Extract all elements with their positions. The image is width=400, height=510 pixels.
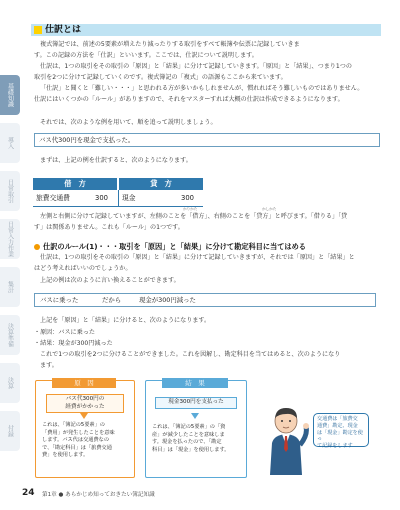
credit-account: 現金 <box>122 194 136 202</box>
result-arrow-icon <box>191 413 199 419</box>
debit-account: 旅費交通費 <box>36 194 70 202</box>
result-note <box>152 424 229 454</box>
cause-note-line-2: 「費用」が発生したことを意味 <box>42 429 115 436</box>
result-title: 結 果 <box>162 378 228 388</box>
rule-text-2: はどう考えればいいのでしょうか。 <box>34 265 132 272</box>
bubble-line-4: て記録をします <box>317 443 353 450</box>
cause-line: ・原因：バスに乗った <box>34 329 95 336</box>
credit-amount: 300 <box>181 194 194 202</box>
bubble-line-2: 通費」勘定、現金 <box>317 422 358 429</box>
result-box <box>155 397 237 409</box>
page-number: 24 <box>22 488 35 498</box>
debit-amount: 300 <box>95 194 108 202</box>
after-table-line-2: す」は関係ありません。これも「ルール」の1つです。 <box>34 224 184 231</box>
side-tab-appendix[interactable]: 付録 <box>0 411 20 451</box>
intro-line-2: す。この記録の方法を「仕訳」といいます。ここでは、仕訳について説明します。 <box>34 52 258 59</box>
cause-note-line-5: 費」を使用します。 <box>42 452 89 458</box>
cause-note <box>42 422 115 460</box>
intro-line-1: 複式簿記では、前述の5要素が増えたり減ったりする取引をすべて帳簿や伝票に記録していきま <box>40 41 300 48</box>
cause-box-line-2: 経費がかかった <box>65 404 105 410</box>
result-note-line-1: これは、「簿記の5要素」の「資 <box>152 424 226 430</box>
result-line: ・結果：現金が300円減った <box>34 340 113 347</box>
rule-text-3: 上記の例は次のように言い換えることができます。 <box>40 277 180 284</box>
cause-note-line-4: で、「勘定科目」は「旅費交通 <box>42 444 112 451</box>
side-tab-settle[interactable]: 決算 <box>0 363 20 403</box>
rule-heading: 仕訳のルール(1)・・・取引を「原因」と「結果」に分けて勘定科目に当てはめる <box>43 242 306 251</box>
side-tab-input[interactable]: 日常入力作業 <box>0 219 20 259</box>
intro-line-7: それでは、次のような例を用いて、順を追って説明しましょう。 <box>40 119 217 126</box>
side-tab-daily[interactable]: 日常取引 <box>0 171 20 211</box>
ruby-debit: かりかた <box>183 207 198 211</box>
bubble-line-3: は「現金」勘定を使っ <box>317 429 363 443</box>
journal-table <box>33 178 203 207</box>
result-note-line-3: す。現金を払ったので、「勘定 <box>152 439 222 445</box>
result-note-line-4: 科目」は「現金」を使用します。 <box>152 446 230 453</box>
cause-note-line-1: これは、「簿記の5要素」の <box>42 422 105 428</box>
intro-line-5: 「仕訳」と聞くと「難しい・・・」と思われる方が多いかもしれませんが、慣れればそう難しいものではありません。 <box>40 85 364 92</box>
rule-text-1: 仕訳は、1つの取引をその取引の「原因」と「結果」に分けて記録していきますが、それでは「原因」と「結果」と <box>40 254 355 261</box>
intro-line-3: 仕訳は、1つの取引をその取引の「原因」と「結果」に分けて記録していきます。「原因」と「結果」、つまり1つの <box>40 63 352 70</box>
title-marker-icon <box>34 26 42 34</box>
table-divider <box>118 190 119 207</box>
example-box <box>34 133 380 147</box>
speech-bubble <box>313 413 369 450</box>
intro-line-4: 取引を2つに分けて記録していくのです。複式簿記の「複式」の語源もここから来ています。 <box>34 74 287 81</box>
apply-text: これで1つの取引を2つに分けることができました。これを図解し、勘定科目を当てはめると、次のようになり <box>40 351 341 358</box>
example-text: バス代300円を現金で支払った。 <box>39 136 135 144</box>
after-table-line-1: 左側と右側に分けて記録していますが、左側のことを「借方」、右側のことを「貸方」と呼びます。「借りる」「貸 <box>40 213 348 220</box>
businessman-illustration <box>262 405 310 475</box>
section-title-bar <box>31 24 381 36</box>
split-text: 上記を「原因」と「結果」に分けると、次のようになります。 <box>40 317 211 324</box>
apply-text-2: ます。 <box>40 362 58 369</box>
cause-arrow-icon <box>80 413 88 419</box>
section-title: 仕訳とは <box>45 25 82 35</box>
bubble-line-1: 交通費は「旅費交 <box>317 416 358 422</box>
side-tab-bar <box>0 60 22 480</box>
flow-left: バスに乗った <box>40 296 79 304</box>
side-tab-basics[interactable]: 基礎知識 <box>0 75 20 115</box>
flow-right: 現金が300円減った <box>139 296 196 304</box>
footer-chapter: 第1章 ● あらかじめ知っておきたい簿記知識 <box>42 492 155 498</box>
side-tab-intro[interactable]: 導入 <box>0 123 20 163</box>
side-tab-total[interactable]: 集計 <box>0 267 20 307</box>
cause-box <box>46 394 124 413</box>
side-tab-prep[interactable]: 決算準備 <box>0 315 20 355</box>
intro-line-6: 仕訳にはいくつかの「ルール」がありますので、それをマスターすれば大概の仕訳は作成できるようになります。 <box>34 96 344 103</box>
heading-bullet-icon <box>34 244 40 250</box>
example-intro: まずは、上記の例を仕訳すると、次のようになります。 <box>40 157 192 164</box>
cause-title: 原 因 <box>52 378 116 388</box>
flow-box <box>34 293 376 307</box>
result-note-line-2: 産」が減少したことを意味しま <box>152 431 225 438</box>
ruby-credit: かしかた <box>262 207 277 211</box>
debit-header: 借 方 <box>33 178 117 190</box>
cause-note-line-3: します。バス代は交通費なの <box>42 437 110 443</box>
credit-header: 貸 方 <box>119 178 203 190</box>
flow-middle: だから <box>102 296 122 304</box>
result-box-line-1: 現金300円を支払った <box>168 399 224 405</box>
cause-box-line-1: バス代300円の <box>65 396 105 402</box>
